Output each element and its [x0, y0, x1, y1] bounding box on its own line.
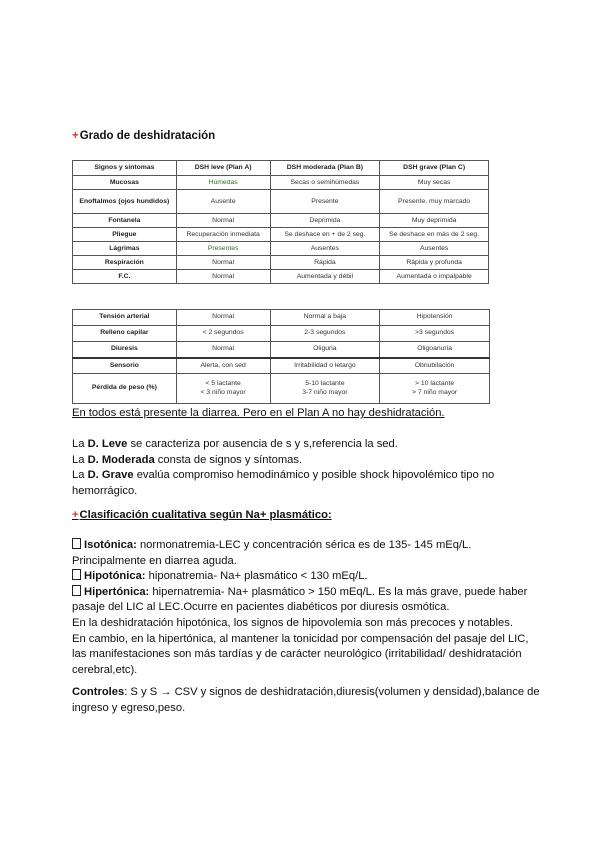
classification-list [72, 538, 542, 678]
row-label: Fontanela [73, 214, 177, 228]
dehydration-vitals-table [72, 309, 490, 404]
table-cell: Oliguria [270, 342, 380, 358]
table-cell: Muy deprimida [380, 214, 489, 228]
table-cell: < 2 segundos [176, 326, 270, 342]
table-cell: Presente [270, 190, 380, 214]
diarrhea-note: En todos está presente la diarrea. Pero en el Plan A no hay deshidratación. [72, 407, 445, 419]
table-cell: Rápida [270, 256, 380, 270]
row-label: Lágrimas [73, 242, 177, 256]
row-label: Mucosas [73, 176, 177, 190]
table-header-cell: Signos y síntomas [73, 161, 177, 176]
table-header-cell: DSH grave (Plan C) [380, 161, 489, 176]
table-cell: Se deshace en más de 2 seg. [380, 228, 489, 242]
table-cell: >3 segundos [380, 326, 490, 342]
table-cell: Húmedas [176, 176, 270, 190]
table-cell: Irritabilidad o letargo [270, 358, 380, 374]
row-label: F.C. [73, 270, 177, 284]
table-row [73, 176, 489, 190]
table-cell: Normal [176, 310, 270, 326]
grade-moderada: La D. Moderada consta de signos y síntomas. [72, 453, 303, 466]
class-hipotonica: Hipotónica: hiponatremia- Na+ plasmático < 130 mEq/L. [72, 569, 542, 585]
table-cell: Normal [176, 256, 270, 270]
table-cell: Secas o semihúmedas [270, 176, 380, 190]
grade-grave: La D. Grave evalúa compromiso hemodinámico y posible shock hipovolémico tipo no hemorrágico. [72, 469, 495, 497]
table-cell: Rápida y profunda [380, 256, 489, 270]
table-cell: 2-3 segundos [270, 326, 380, 342]
table-cell: Normal [176, 214, 270, 228]
table-row [73, 270, 489, 284]
row-label: Respiración [73, 256, 177, 270]
checkbox-square-icon [72, 569, 81, 580]
table-cell: Normal a baja [270, 310, 380, 326]
note-hipotonica: En la deshidratación hipotónica, los signos de hipovolemia son más precoces y notables. [72, 616, 513, 629]
table-cell: Normal [176, 342, 270, 358]
table-cell: Se deshace en + de 2 seg. [270, 228, 380, 242]
table-header-cell: DSH leve (Plan A) [176, 161, 270, 176]
table-cell: Aumentada y débil [270, 270, 380, 284]
table-cell: Hipotensión [380, 310, 490, 326]
table-row [73, 358, 490, 374]
table-cell: Presentes [176, 242, 270, 256]
heading-clasificacion: +Clasificación cualitativa según Na+ plasmático: [72, 509, 332, 521]
grade-leve: La D. Leve se caracteriza por ausencia de s y s,referencia la sed. [72, 438, 398, 450]
table-cell: Muy secas [380, 176, 489, 190]
plus-bullet-icon: + [72, 509, 79, 521]
table-cell: Aumentada o impalpable [380, 270, 489, 284]
table-cell: Recuperación inmediata [176, 228, 270, 242]
plus-bullet-icon: + [72, 130, 79, 142]
table-cell: Ausentes [270, 242, 380, 256]
table-header-row [73, 161, 489, 176]
table-cell: Deprimida [270, 214, 380, 228]
row-label: Pliegue [73, 228, 177, 242]
table-cell: 5-10 lactante 3-7 niño mayor [270, 374, 380, 404]
table-row [73, 310, 490, 326]
row-label: Diuresis [73, 342, 177, 358]
table-cell: Ausentes [380, 242, 489, 256]
table-row [73, 342, 490, 358]
table-row [73, 326, 490, 342]
table-cell: Oligoanuria [380, 342, 490, 358]
row-label: Relleno capilar [73, 326, 177, 342]
table-cell: Obnubilación [380, 358, 490, 374]
table-cell: > 10 lactante > 7 niño mayor [380, 374, 490, 404]
row-label: Sensorio [73, 358, 177, 374]
table-cell: Presente, muy marcado [380, 190, 489, 214]
table-row [73, 190, 489, 214]
note-hipertonica: En cambio, en la hipertónica, al mantener la tonicidad por compensación del pasaje del LIC, las manifestaciones son más tardías y de carácter neurológico (irritabilidad/ deshidratación cerebral,etc). [72, 632, 529, 676]
table-header-cell: DSH moderada (Plan B) [270, 161, 380, 176]
table-row [73, 228, 489, 242]
class-hipertonica: Hipertónica: hipernatremia- Na+ plasmático > 150 mEq/L. Es la más grave, puede haber pasaje del LIC al LEC.Ocurre en pacientes diabéticos por diuresis osmótica. [72, 585, 528, 614]
grade-descriptions [72, 437, 542, 499]
table-cell: < 5 lactante < 3 niño mayor [176, 374, 270, 404]
controls-paragraph: Controles: S y S → CSV y signos de deshidratación,diuresis(volumen y densidad),balance de ingreso y egreso,peso. [72, 686, 540, 714]
row-label: Enoftalmos (ojos hundidos) [73, 190, 177, 214]
table-row [73, 214, 489, 228]
heading-grado-deshidratacion: +Grado de deshidratación [72, 130, 216, 142]
table-cell: Alerta, con sed [176, 358, 270, 374]
table-row [73, 374, 490, 404]
row-label: Pérdida de peso (%) [73, 374, 177, 404]
table-row [73, 242, 489, 256]
table-row [73, 256, 489, 270]
class-isotonica: Isotónica: normonatremia-LEC y concentración sérica es de 135- 145 mEq/L. Principalmente en diarrea aguda. [72, 539, 472, 567]
dehydration-signs-table [72, 160, 489, 284]
table-cell: Ausente [176, 190, 270, 214]
checkbox-square-icon [72, 585, 81, 596]
checkbox-square-icon [72, 538, 81, 549]
table-cell: Normal [176, 270, 270, 284]
row-label: Tensión arterial [73, 310, 177, 326]
